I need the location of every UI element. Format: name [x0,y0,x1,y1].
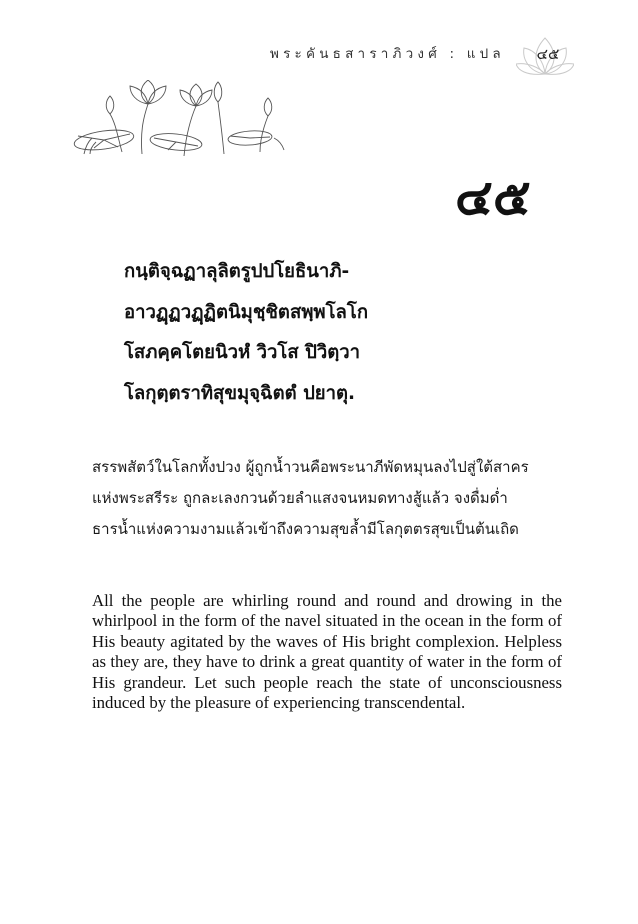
lotus-flowers-illustration [64,80,294,160]
thai-translation-line: แห่งพระสรีระ ถูกละเลงกวนด้วยลำแสงจนหมดทางสู้แล้ว จงดื่มด่ำ [92,489,508,507]
running-header: พระคันธสาราภิวงศ์ : แปล [270,46,505,62]
verse-line: กนฺติจฺฉฏาลุลิตรูปปโยธินาภิ- [124,261,350,282]
english-translation: All the people are whirling round and round and drowing in the whirlpool in the form of the navel situated in the ocean in the form of His beauty agitated by the waves of His bright complexion. Helpless as they are, they have to drink a great quantity of water in the form of His grandeur. Let such people reach the state of unconsciousness induced by the pleasure of experiencing transcendental. [92,590,562,713]
verse-line: โสภคฺคโตยนิวหํ วิวโส ปิวิตฺวา [124,342,361,363]
pali-verse [124,252,544,414]
thai-translation-line: สรรพสัตว์ในโลกทั้งปวง ผู้ถูกน้ำวนคือพระนาภีพัดหมุนลงไปสู่ใต้สาคร [92,458,529,476]
thai-translation [92,452,564,545]
section-number: ๔๕ [455,168,531,226]
thai-translation-line: ธารน้ำแห่งความงามแล้วเข้าถึงความสุขล้ำมีโลกุตตรสุขเป็นต้นเถิด [92,520,519,538]
verse-line: อาวฏฺฏวฏฺฏิตนิมุชฺชิตสพฺพโลโก [124,301,369,323]
page-number: ๔๕ [536,45,560,63]
verse-line: โลกุตฺตราทิสุขมุจฺฉิตตํ ปยาตุ. [124,382,356,404]
